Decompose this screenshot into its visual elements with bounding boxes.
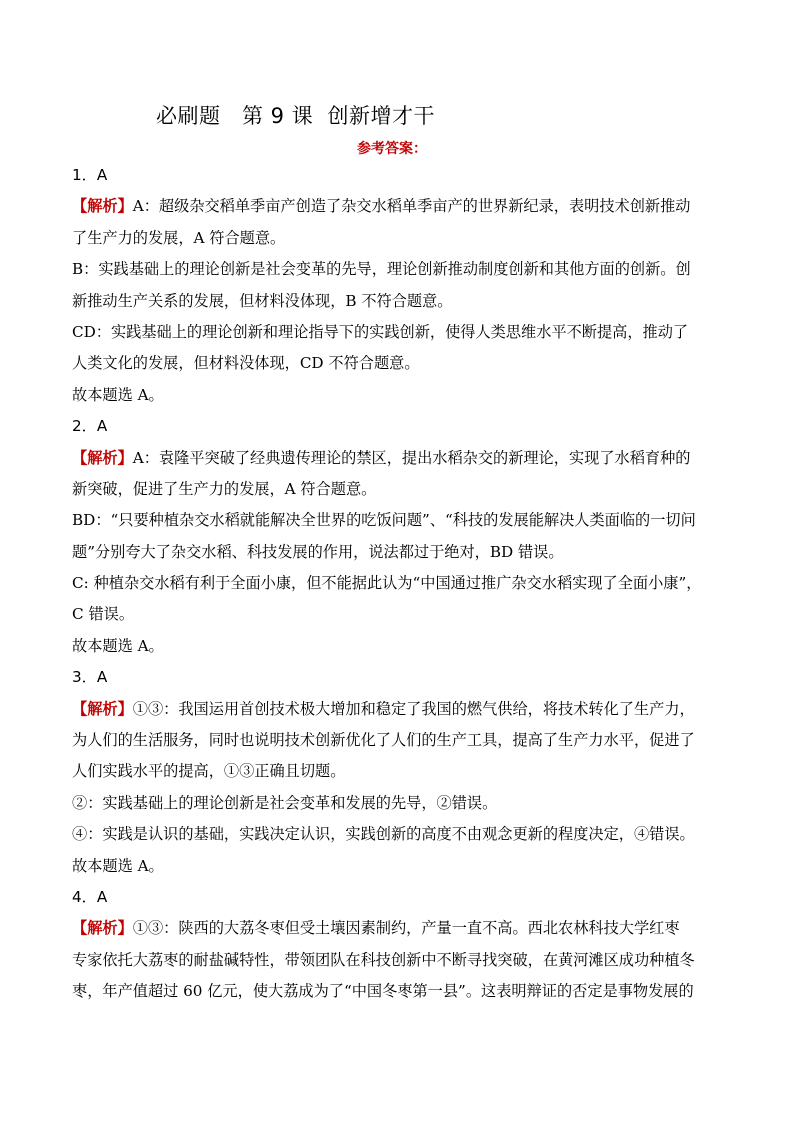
analysis-text: A：超级杂交稻单季亩产创造了杂交水稻单季亩产的世界新纪录，表明技术创新推动 [132,197,691,216]
analysis-line: 新突破，促进了生产力的发展，A 符合题意。 [72,479,377,498]
analysis-text: ①③：陕西的大荔冬枣但受土壤因素制约，产量一直不高。西北农林科技大学红枣 [132,919,680,938]
analysis-tag: 【解析】 [72,699,133,718]
analysis-line: C 错误。 [72,605,135,624]
answers-body [72,160,724,1008]
analysis-line: 枣，年产值超过 60 亿元，使大荔成为了“中国冬枣第一县”。这表明辩证的否定是事物发展的 [72,982,694,1001]
analysis-line: B：实践基础上的理论创新是社会变革的先导，理论创新推动制度创新和其他方面的创新。创 [72,260,691,279]
analysis-first-line [72,191,724,222]
question-block [72,882,724,1008]
analysis-line: 专家依托大荔枣的耐盐碱特性，带领团队在科技创新中不断寻找突破，在黄河滩区成功种植冬 [72,950,695,969]
analysis-line: CD：实践基础上的理论创新和理论指导下的实践创新，使得人类思维水平不断提高，推动了 [72,322,689,341]
page-title: 必刷题 第 9 课 创新增才干 [156,104,436,128]
question-number: 4．A [72,887,108,906]
analysis-line: 故本题选 A。 [72,636,164,655]
question-block [72,662,724,882]
analysis-tag: 【解析】 [72,448,133,467]
analysis-line: 人们实践水平的提高，①③正确且切题。 [72,762,346,781]
analysis-line: 了生产力的发展，A 符合题意。 [72,228,286,247]
question-block [72,160,724,411]
analysis-line: 新推动生产关系的发展，但材料没体现，B 不符合题意。 [72,291,453,310]
question-number: 2．A [72,417,108,436]
analysis-text: A：袁隆平突破了经典遗传理论的禁区，提出水稻杂交的新理论，实现了水稻育种的 [132,448,691,467]
analysis-tag: 【解析】 [72,197,133,216]
analysis-first-line [72,694,724,725]
analysis-line: 人类文化的发展，但材料没体现，CD 不符合题意。 [72,354,420,373]
analysis-line: 故本题选 A。 [72,385,164,404]
analysis-first-line [72,913,724,944]
analysis-line: BD：“只要种植杂交水稻就能解决全世界的吃饭问题”、“科技的发展能解决人类面临的一切问 [72,511,696,530]
analysis-line: ④：实践是认识的基础，实践决定认识，实践创新的高度不由观念更新的程度决定，④错误。 [72,825,695,844]
analysis-line: ②：实践基础上的理论创新是社会变革和发展的先导，②错误。 [72,793,498,812]
analysis-tag: 【解析】 [72,919,133,938]
answers-heading: 参考答案： [357,141,427,157]
question-number: 1．A [72,166,108,184]
question-number: 3．A [72,668,108,687]
analysis-line: 为人们的生活服务，同时也说明技术创新优化了人们的生产工具，提高了生产力水平，促进了 [72,731,695,750]
analysis-line: 故本题选 A。 [72,856,164,875]
analysis-line: C: 种植杂交水稻有利于全面小康，但不能据此认为“中国通过推广杂交水稻实现了全面小康”， [72,574,702,593]
analysis-text: ①③：我国运用首创技术极大增加和稳定了我国的燃气供给，将技术转化了生产力， [132,699,695,718]
question-block [72,411,724,662]
analysis-line: 题”分别夸大了杂交水稻、科技发展的作用，说法都过于绝对，BD 错误。 [72,542,564,561]
analysis-first-line [72,443,724,474]
